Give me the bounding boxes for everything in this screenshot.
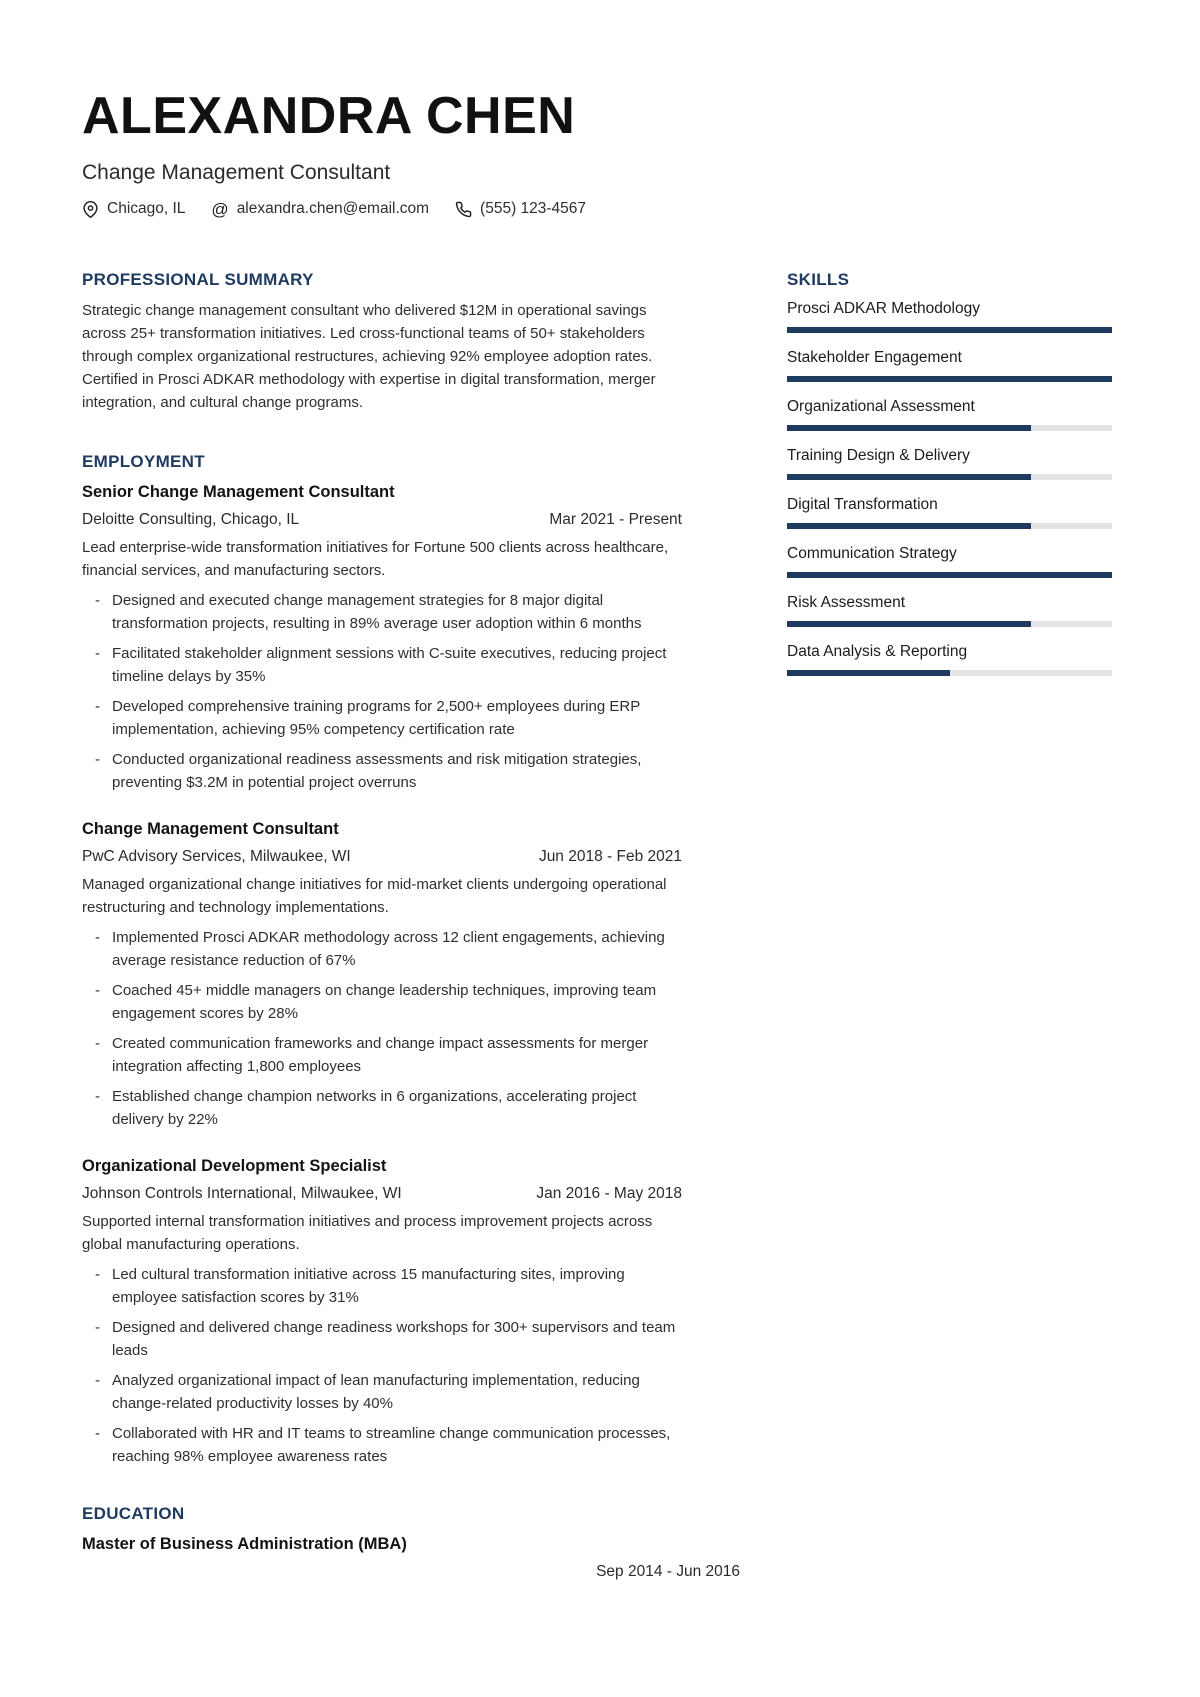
summary-text: Strategic change management consultant who delivered $12M in operational savings across 25+ transformation initiatives. Led cross-functional teams of 50+ stakeholders through complex organizational restructures, achieving 92% employee adoption rates. Certified in Prosci ADKAR methodology with expertise in digital transformation, merger integration, and cultural change programs. bbox=[82, 302, 656, 411]
job-meta bbox=[82, 1182, 682, 1205]
skill-item bbox=[787, 397, 1112, 431]
job-meta bbox=[82, 508, 682, 531]
job-bullet: - Established change champion networks in 6 organizations, accelerating project delivery by 22% bbox=[82, 1085, 682, 1131]
skill-bar-track bbox=[787, 327, 1112, 333]
education-heading: EDUCATION bbox=[82, 1504, 185, 1523]
skill-bar-fill bbox=[787, 425, 1031, 431]
skill-bar-fill bbox=[787, 572, 1112, 578]
job-company: PwC Advisory Services, Milwaukee, WI bbox=[82, 848, 351, 865]
contact-email bbox=[211, 200, 429, 218]
summary-section bbox=[82, 270, 682, 414]
job-bullet: - Collaborated with HR and IT teams to streamline change communication processes, reaching 98% employee awareness rates bbox=[82, 1422, 682, 1468]
job-bullet: - Developed comprehensive training programs for 2,500+ employees during ERP implementation, achieving 95% competency certification rate bbox=[82, 695, 682, 741]
skill-bar-fill bbox=[787, 670, 950, 676]
candidate-name: ALEXANDRA CHEN bbox=[82, 87, 576, 145]
skill-bar-fill bbox=[787, 621, 1031, 627]
job-title: Organizational Development Specialist bbox=[82, 1157, 387, 1175]
location-pin-icon bbox=[82, 201, 99, 218]
skill-bar-fill bbox=[787, 376, 1112, 382]
summary-heading: PROFESSIONAL SUMMARY bbox=[82, 270, 314, 289]
email-at-icon: @ bbox=[211, 199, 229, 219]
employment-heading: EMPLOYMENT bbox=[82, 452, 205, 471]
skill-label: Data Analysis & Reporting bbox=[787, 643, 968, 660]
skill-bar-track bbox=[787, 474, 1112, 480]
job-description: Supported internal transformation initiatives and process improvement projects across global manufacturing operations. bbox=[82, 1213, 653, 1253]
skill-item bbox=[787, 544, 1112, 578]
job-company: Deloitte Consulting, Chicago, IL bbox=[82, 511, 300, 528]
contact-location-text: Chicago, IL bbox=[107, 200, 186, 217]
skill-item bbox=[787, 495, 1112, 529]
job-bullet: - Designed and executed change management strategies for 8 major digital transformation projects, resulting in 89% average user adoption within 6 months bbox=[82, 589, 682, 635]
education-section bbox=[82, 1504, 740, 1583]
job-bullet: - Conducted organizational readiness assessments and risk mitigation strategies, preventing $3.2M in potential project overruns bbox=[82, 748, 682, 794]
resume-header bbox=[82, 87, 1200, 219]
skill-bar-track bbox=[787, 621, 1112, 627]
education-dates: Sep 2014 - Jun 2016 bbox=[596, 1563, 740, 1580]
education-degree: Master of Business Administration (MBA) bbox=[82, 1535, 407, 1553]
job-bullet: - Coached 45+ middle managers on change leadership techniques, improving team engagement scores by 28% bbox=[82, 979, 682, 1025]
contact-phone bbox=[455, 200, 586, 218]
skill-bar-fill bbox=[787, 327, 1112, 333]
skill-bar-track bbox=[787, 425, 1112, 431]
job-dates: Jan 2016 - May 2018 bbox=[536, 1185, 682, 1202]
job-bullets bbox=[82, 589, 682, 794]
candidate-job-title: Change Management Consultant bbox=[82, 161, 391, 184]
skill-label: Risk Assessment bbox=[787, 594, 906, 611]
job-bullets bbox=[82, 926, 682, 1131]
job-bullet: - Created communication frameworks and change impact assessments for merger integration affecting 1,800 employees bbox=[82, 1032, 682, 1078]
job-bullets bbox=[82, 1263, 682, 1468]
skill-label: Prosci ADKAR Methodology bbox=[787, 300, 980, 317]
skills-sidebar bbox=[787, 270, 1112, 1583]
skill-bar-track bbox=[787, 523, 1112, 529]
skill-bar-fill bbox=[787, 474, 1031, 480]
job-entry bbox=[82, 481, 682, 794]
job-bullet: - Designed and delivered change readiness workshops for 300+ supervisors and team leads bbox=[82, 1316, 682, 1362]
skill-item bbox=[787, 593, 1112, 627]
job-description: Lead enterprise-wide transformation initiatives for Fortune 500 clients across healthcare, financial services, and manufacturing sectors. bbox=[82, 539, 669, 579]
job-company: Johnson Controls International, Milwaukee, WI bbox=[82, 1185, 402, 1202]
contact-row bbox=[82, 200, 1200, 218]
skill-label: Digital Transformation bbox=[787, 496, 938, 513]
skill-bar-track bbox=[787, 670, 1112, 676]
skill-item bbox=[787, 446, 1112, 480]
job-description: Managed organizational change initiatives for mid-market clients undergoing operational restructuring and technology implementations. bbox=[82, 876, 667, 916]
job-bullet: - Analyzed organizational impact of lean manufacturing implementation, reducing change-related productivity losses by 40% bbox=[82, 1369, 682, 1415]
contact-email-text: alexandra.chen@email.com bbox=[236, 200, 430, 217]
skill-bar-fill bbox=[787, 523, 1031, 529]
skill-label: Stakeholder Engagement bbox=[787, 349, 962, 366]
skill-label: Training Design & Delivery bbox=[787, 447, 970, 464]
job-dates: Mar 2021 - Present bbox=[549, 511, 682, 528]
skill-item bbox=[787, 348, 1112, 382]
skills-heading: SKILLS bbox=[787, 270, 850, 289]
job-meta bbox=[82, 845, 682, 868]
job-bullet: - Led cultural transformation initiative across 15 manufacturing sites, improving employee satisfaction scores by 31% bbox=[82, 1263, 682, 1309]
content-columns bbox=[82, 270, 1200, 1583]
phone-icon bbox=[455, 201, 472, 218]
skill-label: Organizational Assessment bbox=[787, 398, 975, 415]
main-column bbox=[82, 270, 740, 1583]
skill-bar-track bbox=[787, 572, 1112, 578]
skill-bar-track bbox=[787, 376, 1112, 382]
job-title: Change Management Consultant bbox=[82, 820, 339, 838]
contact-phone-text: (555) 123-4567 bbox=[480, 200, 587, 217]
contact-location bbox=[82, 200, 185, 218]
job-bullet: - Implemented Prosci ADKAR methodology across 12 client engagements, achieving average resistance reduction of 67% bbox=[82, 926, 682, 972]
skill-label: Communication Strategy bbox=[787, 545, 957, 562]
employment-section bbox=[82, 452, 682, 1468]
job-entry bbox=[82, 818, 682, 1131]
skill-item bbox=[787, 642, 1112, 676]
job-dates: Jun 2018 - Feb 2021 bbox=[538, 848, 682, 865]
skill-item bbox=[787, 299, 1112, 333]
job-bullet: - Facilitated stakeholder alignment sessions with C-suite executives, reducing project timeline delays by 35% bbox=[82, 642, 682, 688]
job-entry bbox=[82, 1155, 682, 1468]
job-title: Senior Change Management Consultant bbox=[82, 483, 395, 501]
